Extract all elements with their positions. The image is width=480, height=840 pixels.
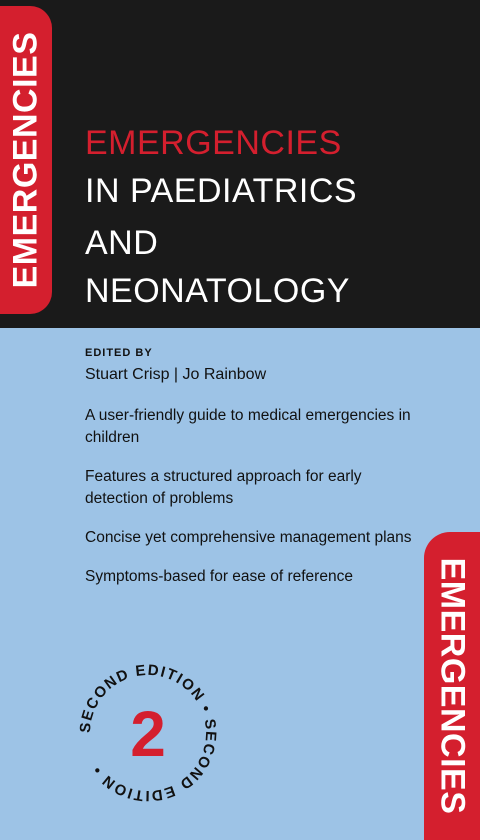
cover-title-line-3: AND bbox=[85, 224, 159, 262]
series-tab-left bbox=[0, 6, 52, 314]
edition-badge bbox=[68, 653, 228, 813]
edition-ring-text: SECOND EDITION • SECOND EDITION • bbox=[76, 661, 220, 805]
feature-item: A user-friendly guide to medical emergencies in children bbox=[85, 407, 411, 446]
series-tab-right-label: EMERGENCIES bbox=[433, 557, 472, 815]
feature-list bbox=[85, 405, 425, 605]
cover-title-line-1: EMERGENCIES bbox=[85, 124, 342, 162]
feature-item: Features a structured approach for early detection of problems bbox=[85, 468, 362, 507]
edited-by-label: EDITED BY bbox=[85, 347, 153, 359]
feature-item: Concise yet comprehensive management plans bbox=[85, 529, 412, 546]
editors-names: Stuart Crisp | Jo Rainbow bbox=[85, 366, 267, 383]
feature-item: Symptoms-based for ease of reference bbox=[85, 568, 353, 585]
series-tab-left-label: EMERGENCIES bbox=[6, 31, 45, 289]
series-tab-right bbox=[424, 532, 480, 840]
cover-title-line-4: NEONATOLOGY bbox=[85, 272, 350, 310]
cover-title-line-2: IN PAEDIATRICS bbox=[85, 172, 358, 210]
edition-number: 2 bbox=[130, 698, 166, 770]
